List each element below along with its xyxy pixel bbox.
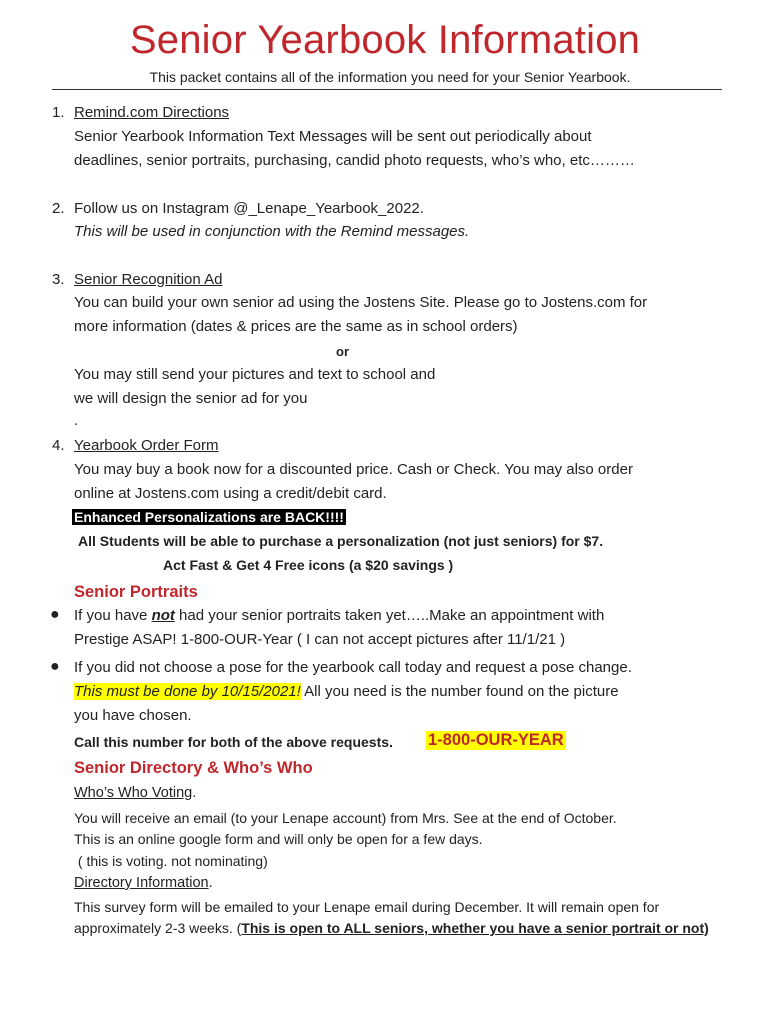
item-number-4: 4. (52, 437, 65, 454)
voting-heading: Who’s Who Voting (74, 785, 193, 801)
portraits-bullet-2-text: All you need is the number found on the picture (300, 683, 619, 700)
directory-info-emphasis: This is open to ALL seniors, whether you have a senior portrait or not) (241, 920, 709, 936)
directory-info-line: This survey form will be emailed to your Lenape email during December. It will remain open for (74, 899, 660, 915)
instagram-note: This will be used in conjunction with the Remind messages. (74, 223, 470, 240)
personalization-note: All Students will be able to purchase a personalization (not just seniors) for $7. (78, 533, 604, 549)
bullet-icon: ● (50, 658, 60, 675)
portraits-bullet-2-line3: you have chosen. (74, 707, 192, 724)
or-separator: or (336, 344, 349, 359)
voting-line: You will receive an email (to your Lenape account) from Mrs. See at the end of October. (74, 810, 617, 826)
remind-line: Senior Yearbook Information Text Messages will be sent out periodically about (74, 128, 592, 145)
item-number-3: 3. (52, 271, 65, 288)
bullet-icon: ● (50, 606, 60, 623)
page-subtitle: This packet contains all of the information you need for your Senior Yearbook. (149, 69, 631, 85)
directory-heading: Senior Directory & Who’s Who (74, 759, 313, 777)
personalization-banner-text: Enhanced Personalizations are BACK!!!! (74, 509, 344, 525)
senior-ad-line: You can build your own senior ad using the Jostens Site. Please go to Jostens.com for (74, 294, 648, 311)
phone-number: 1-800-OUR-YEAR (428, 731, 564, 749)
portraits-bullet-1-text: had your senior portraits taken yet…..Make an appointment with (174, 607, 605, 624)
senior-ad-line: more information (dates & prices are the same as in school orders) (74, 318, 518, 335)
voting-line: ( this is voting. not nominating) (74, 853, 268, 869)
directory-info-text: approximately 2-3 weeks. ( (74, 920, 242, 936)
portraits-bullet-2: If you did not choose a pose for the yearbook call today and request a pose change. (74, 659, 632, 676)
senior-ad-heading: Senior Recognition Ad (74, 271, 223, 288)
portraits-bullet-2-line2 (74, 683, 619, 700)
remind-heading: Remind.com Directions (74, 104, 230, 121)
deadline-highlight: This must be done by 10/15/2021! (74, 683, 301, 700)
item-number-1: 1. (52, 104, 65, 121)
senior-ad-line: we will design the senior ad for you (74, 390, 308, 407)
portraits-bullet-1 (74, 607, 604, 624)
free-icons-note: Act Fast & Get 4 Free icons (a $20 savings ) (163, 557, 454, 573)
order-form-line: You may buy a book now for a discounted price. Cash or Check. You may also order (74, 461, 633, 478)
instagram-heading: Follow us on Instagram @_Lenape_Yearbook_2022. (74, 200, 424, 217)
title-divider (52, 89, 722, 90)
senior-portraits-heading: Senior Portraits (74, 583, 198, 601)
portraits-bullet-1-text: If you have (74, 607, 152, 624)
directory-info-line2 (74, 920, 709, 936)
portraits-bullet-1-emphasis: not (151, 607, 175, 624)
voting-heading-row: Who’s Who Voting. (74, 785, 197, 801)
directory-info-heading: Directory Information (74, 875, 209, 891)
portraits-bullet-1-line2: Prestige ASAP! 1-800-OUR-Year ( I can not accept pictures after 11/1/21 ) (74, 631, 566, 648)
item-number-2: 2. (52, 200, 65, 217)
call-instruction: Call this number for both of the above requests. (74, 734, 393, 750)
remind-line: deadlines, senior portraits, purchasing, candid photo requests, who’s who, etc……… (74, 152, 635, 169)
senior-ad-line: You may still send your pictures and text to school and (74, 366, 436, 383)
order-form-line: online at Jostens.com using a credit/debit card. (74, 485, 387, 502)
order-form-heading: Yearbook Order Form (74, 437, 219, 454)
personalization-banner (72, 509, 346, 525)
senior-ad-line: . (74, 412, 79, 429)
page-title: Senior Yearbook Information (129, 18, 641, 62)
voting-line: This is an online google form and will only be open for a few days. (74, 831, 483, 847)
directory-info-heading-row: Directory Information. (74, 875, 213, 891)
